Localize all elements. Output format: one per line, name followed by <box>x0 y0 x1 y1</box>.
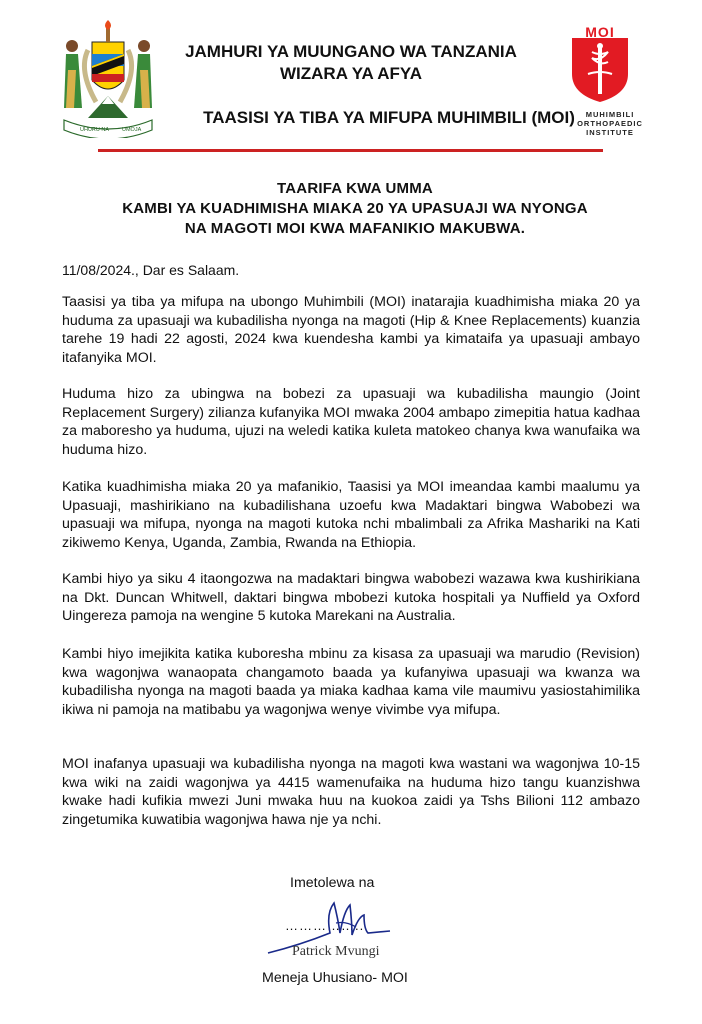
institute-name <box>575 110 645 137</box>
issued-by-label: Imetolewa na <box>290 875 375 891</box>
document-title-line: TAARIFA KWA UMMA <box>277 180 433 197</box>
signature-dots: …………….. <box>285 918 365 933</box>
body-paragraph: Kambi hiyo imejikita katika kuboresha mbinu za kisasa za upasuaji wa marudio (Revision) kwa wagonjwa wanaopata changamoto baada ya kufanyiwa upasuaji wa kwanza wa kubadilisha nyonga na magoti baada ya miaka kadhaa kama vile maumivu yasiostahimilika ikiwa ni pamoja na matibabu ya wagonjwa wenye vivimbe vya mifupa. <box>62 646 640 718</box>
institute-name-line: INSTITUTE <box>586 128 634 137</box>
republic-name: JAMHURI YA MUUNGANO WA TANZANIA <box>185 42 517 61</box>
motto-left: UHURU NA <box>80 127 110 133</box>
body-paragraph: MOI inafanya upasuaji wa kubadilisha nyonga na magoti kwa wastani wa wagonjwa 10-15 kwa wiki na zaidi wagonjwa ya 4415 wamenufaika na huduma hizo tangu kuanzishwa kwake hadi kufikia mwezi Juni mwaka huu na kuokoa zaidi ya Tshs Bilioni 112 ambazo zingetumika kuwatibia wagonjwa hawa nje ya nchi. <box>62 756 640 828</box>
institute-title: TAASISI YA TIBA YA MIFUPA MUHIMBILI (MOI) <box>203 108 575 127</box>
signer-name: Patrick Mvungi <box>292 944 380 959</box>
institute-name-line: MUHIMBILI <box>585 110 635 119</box>
letterhead <box>0 0 702 150</box>
body-paragraph: Katika kuadhimisha miaka 20 ya mafanikio, Taasisi ya MOI imeandaa kambi maalumu ya Upasuaji, mashirikiano na kubadilishana uzoefu kwa Madaktari bingwa Wabobezi wa upasuaji wa mifupa, nyonga na magoti kutoka nchi mbalimbali za Afrika Mashariki na Kati zikiwemo Kenya, Uganda, Zambia, Rwanda na Ethiopia. <box>62 479 640 551</box>
document-title-line: KAMBI YA KUADHIMISHA MIAKA 20 YA UPASUAJI WA NYONGA <box>122 200 588 217</box>
moi-logo-text: MOI <box>585 24 615 40</box>
body-paragraph: Huduma hizo za ubingwa na bobezi za upasuaji wa kubadilisha maungio (Joint Replacement Surgery) zilianza kufanyika MOI mwaka 2004 ambapo zimepitia hatua kadhaa za maboresho ya huduma, ujuzi na weledi katika kuleta matokeo chanya kwa wanufaika wa huduma hizo. <box>62 386 640 458</box>
institute-name-line: ORTHOPAEDIC <box>577 119 643 128</box>
body-paragraph: Kambi hiyo ya siku 4 itaongozwa na madaktari bingwa wabobezi wazawa kwa kushirikiana na Dkt. Duncan Whitwell, daktari bingwa mbobezi kutoka hospitali ya Nuffield ya Oxford Uingereza pamoja na wengine 5 kutoka Marekani na Australia. <box>62 571 640 625</box>
body-paragraph: Taasisi ya tiba ya mifupa na ubongo Muhimbili (MOI) inatarajia kuadhimisha miaka 20 ya huduma za upasuaji wa kubadilisha nyonga na magoti (Hip & Knee Replacements) kuanzia tarehe 19 hadi 22 agosti, 2024 kwa kuendesha kambi ya kimataifa ya upasuaji ambayo itafanyika MOI. <box>62 294 640 366</box>
document-title-line: NA MAGOTI MOI KWA MAFANIKIO MAKUBWA. <box>184 220 526 237</box>
date-location: 11/08/2024., Dar es Salaam. <box>62 262 240 278</box>
ministry-name: WIZARA YA AFYA <box>279 64 422 83</box>
motto-right: UMOJA <box>122 127 142 133</box>
signer-title: Meneja Uhusiano- MOI <box>262 970 408 986</box>
header-divider <box>98 149 603 152</box>
